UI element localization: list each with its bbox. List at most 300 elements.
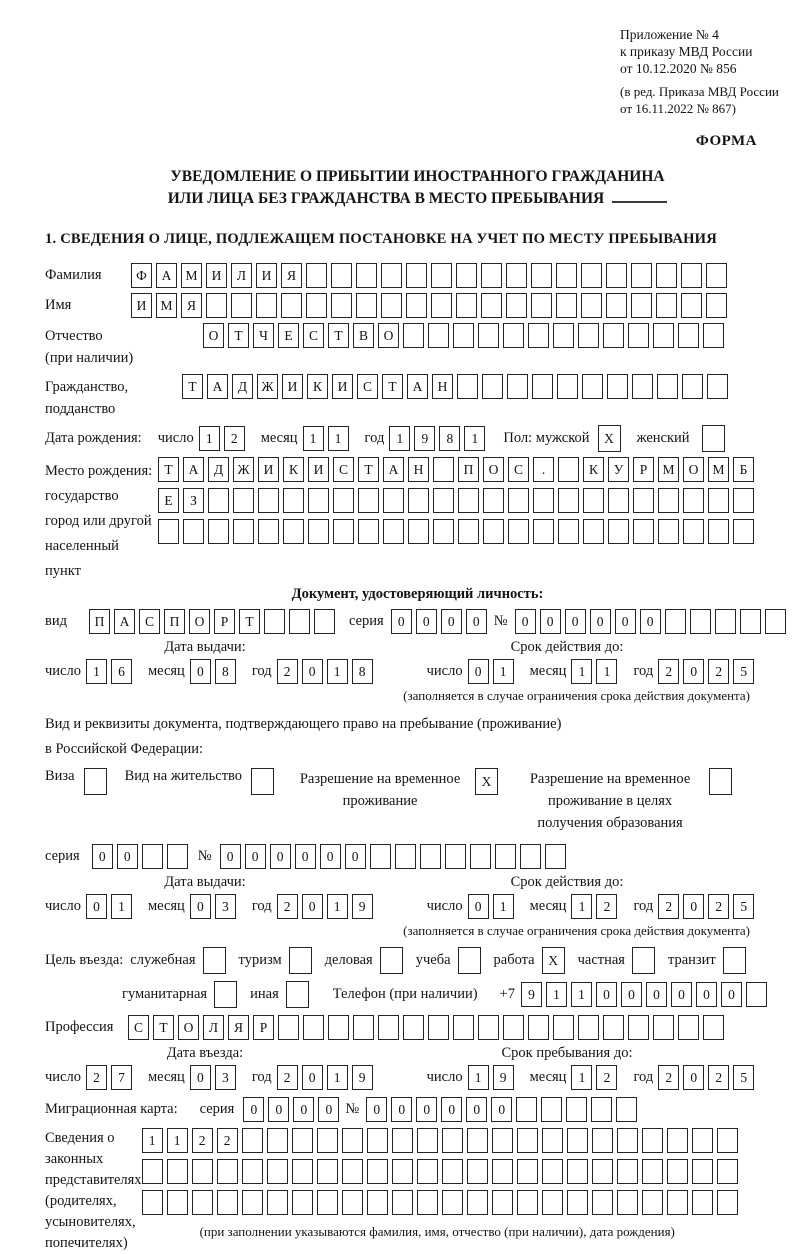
char-cell[interactable] — [403, 323, 424, 348]
char-cell[interactable] — [653, 1015, 674, 1040]
year-cell[interactable]: 2 — [658, 894, 679, 919]
year-cell[interactable]: 5 — [733, 1065, 754, 1090]
char-cell[interactable]: 0 — [391, 1097, 412, 1122]
char-cell[interactable] — [453, 1015, 474, 1040]
month-cell[interactable]: 1 — [596, 659, 617, 684]
char-cell[interactable] — [353, 1015, 374, 1040]
char-cell[interactable] — [517, 1128, 538, 1153]
char-cell[interactable] — [406, 293, 427, 318]
char-cell[interactable] — [603, 323, 624, 348]
residence-permit-checkbox[interactable] — [251, 768, 274, 795]
purpose-business-checkbox[interactable] — [380, 947, 403, 974]
char-cell[interactable]: 0 — [416, 1097, 437, 1122]
year-cell[interactable]: 2 — [708, 1065, 729, 1090]
char-cell[interactable] — [317, 1128, 338, 1153]
char-cell[interactable]: И — [258, 457, 279, 482]
char-cell[interactable]: К — [283, 457, 304, 482]
char-cell[interactable] — [433, 519, 454, 544]
char-cell[interactable] — [583, 519, 604, 544]
char-cell[interactable] — [283, 519, 304, 544]
char-cell[interactable] — [553, 323, 574, 348]
char-cell[interactable]: Д — [232, 374, 253, 399]
char-cell[interactable]: О — [189, 609, 210, 634]
char-cell[interactable]: 0 — [320, 844, 341, 869]
char-cell[interactable] — [342, 1190, 363, 1215]
char-cell[interactable] — [167, 1190, 188, 1215]
char-cell[interactable] — [317, 1190, 338, 1215]
sex-female-checkbox[interactable] — [702, 425, 725, 452]
char-cell[interactable]: А — [156, 263, 177, 288]
char-cell[interactable] — [383, 488, 404, 513]
char-cell[interactable] — [142, 1190, 163, 1215]
char-cell[interactable] — [628, 323, 649, 348]
day-cell[interactable]: 6 — [111, 659, 132, 684]
char-cell[interactable] — [233, 488, 254, 513]
char-cell[interactable] — [658, 519, 679, 544]
day-cell[interactable]: 9 — [493, 1065, 514, 1090]
char-cell[interactable] — [158, 519, 179, 544]
char-cell[interactable] — [306, 263, 327, 288]
year-cell[interactable]: 0 — [302, 894, 323, 919]
char-cell[interactable] — [292, 1190, 313, 1215]
char-cell[interactable] — [541, 1097, 562, 1122]
year-cell[interactable]: 2 — [277, 659, 298, 684]
year-cell[interactable]: 0 — [683, 1065, 704, 1090]
temporary-residence-checkbox[interactable]: X — [475, 768, 498, 795]
char-cell[interactable] — [281, 293, 302, 318]
char-cell[interactable]: 0 — [345, 844, 366, 869]
char-cell[interactable] — [631, 263, 652, 288]
char-cell[interactable]: П — [89, 609, 110, 634]
purpose-transit-checkbox[interactable] — [723, 947, 746, 974]
char-cell[interactable] — [457, 374, 478, 399]
char-cell[interactable]: 0 — [565, 609, 586, 634]
char-cell[interactable] — [578, 1015, 599, 1040]
char-cell[interactable] — [433, 457, 454, 482]
char-cell[interactable] — [558, 488, 579, 513]
char-cell[interactable]: М — [658, 457, 679, 482]
char-cell[interactable] — [556, 263, 577, 288]
char-cell[interactable] — [607, 374, 628, 399]
year-cell[interactable]: 5 — [733, 659, 754, 684]
char-cell[interactable]: О — [203, 323, 224, 348]
day-cell[interactable]: 1 — [199, 426, 220, 451]
char-cell[interactable]: 0 — [671, 982, 692, 1007]
year-cell[interactable]: 2 — [277, 894, 298, 919]
char-cell[interactable]: Ж — [257, 374, 278, 399]
char-cell[interactable] — [665, 609, 686, 634]
char-cell[interactable] — [258, 488, 279, 513]
char-cell[interactable] — [208, 488, 229, 513]
char-cell[interactable] — [632, 374, 653, 399]
char-cell[interactable] — [715, 609, 736, 634]
char-cell[interactable] — [508, 519, 529, 544]
char-cell[interactable] — [633, 519, 654, 544]
char-cell[interactable] — [192, 1190, 213, 1215]
char-cell[interactable] — [558, 457, 579, 482]
month-cell[interactable]: 1 — [328, 426, 349, 451]
char-cell[interactable]: 1 — [571, 982, 592, 1007]
char-cell[interactable]: М — [156, 293, 177, 318]
char-cell[interactable] — [690, 609, 711, 634]
char-cell[interactable] — [733, 488, 754, 513]
char-cell[interactable]: М — [708, 457, 729, 482]
char-cell[interactable] — [358, 519, 379, 544]
char-cell[interactable] — [306, 293, 327, 318]
char-cell[interactable]: С — [333, 457, 354, 482]
char-cell[interactable] — [233, 519, 254, 544]
char-cell[interactable] — [533, 488, 554, 513]
char-cell[interactable]: И — [131, 293, 152, 318]
visa-checkbox[interactable] — [84, 768, 107, 795]
char-cell[interactable]: О — [378, 323, 399, 348]
char-cell[interactable] — [456, 293, 477, 318]
char-cell[interactable]: 0 — [466, 609, 487, 634]
year-cell[interactable]: 0 — [683, 894, 704, 919]
char-cell[interactable]: Т — [358, 457, 379, 482]
char-cell[interactable] — [517, 1190, 538, 1215]
char-cell[interactable] — [242, 1128, 263, 1153]
day-cell[interactable]: 0 — [86, 894, 107, 919]
char-cell[interactable] — [582, 374, 603, 399]
char-cell[interactable]: 0 — [245, 844, 266, 869]
char-cell[interactable]: И — [332, 374, 353, 399]
char-cell[interactable] — [492, 1190, 513, 1215]
char-cell[interactable]: О — [178, 1015, 199, 1040]
char-cell[interactable] — [567, 1190, 588, 1215]
day-cell[interactable]: 1 — [493, 894, 514, 919]
char-cell[interactable]: Т — [158, 457, 179, 482]
char-cell[interactable] — [592, 1128, 613, 1153]
char-cell[interactable] — [528, 323, 549, 348]
char-cell[interactable] — [616, 1097, 637, 1122]
day-cell[interactable]: 1 — [468, 1065, 489, 1090]
char-cell[interactable]: 0 — [640, 609, 661, 634]
purpose-tourism-checkbox[interactable] — [289, 947, 312, 974]
char-cell[interactable]: 0 — [621, 982, 642, 1007]
char-cell[interactable] — [264, 609, 285, 634]
char-cell[interactable] — [392, 1190, 413, 1215]
char-cell[interactable]: 2 — [192, 1128, 213, 1153]
char-cell[interactable] — [603, 1015, 624, 1040]
char-cell[interactable] — [403, 1015, 424, 1040]
char-cell[interactable]: Т — [182, 374, 203, 399]
char-cell[interactable] — [408, 519, 429, 544]
char-cell[interactable] — [542, 1128, 563, 1153]
char-cell[interactable] — [681, 293, 702, 318]
char-cell[interactable]: А — [114, 609, 135, 634]
char-cell[interactable] — [258, 519, 279, 544]
char-cell[interactable] — [333, 488, 354, 513]
char-cell[interactable]: М — [181, 263, 202, 288]
char-cell[interactable] — [217, 1190, 238, 1215]
char-cell[interactable] — [706, 293, 727, 318]
temporary-residence-education-checkbox[interactable] — [709, 768, 732, 795]
char-cell[interactable]: Т — [153, 1015, 174, 1040]
char-cell[interactable]: 0 — [270, 844, 291, 869]
char-cell[interactable] — [608, 488, 629, 513]
char-cell[interactable]: 0 — [92, 844, 113, 869]
char-cell[interactable] — [556, 293, 577, 318]
char-cell[interactable] — [508, 488, 529, 513]
char-cell[interactable] — [482, 374, 503, 399]
char-cell[interactable] — [707, 374, 728, 399]
char-cell[interactable] — [708, 519, 729, 544]
char-cell[interactable] — [483, 519, 504, 544]
char-cell[interactable]: С — [303, 323, 324, 348]
char-cell[interactable] — [483, 488, 504, 513]
char-cell[interactable] — [392, 1128, 413, 1153]
char-cell[interactable] — [591, 1097, 612, 1122]
char-cell[interactable]: Ф — [131, 263, 152, 288]
char-cell[interactable]: Н — [432, 374, 453, 399]
char-cell[interactable] — [633, 488, 654, 513]
char-cell[interactable] — [331, 293, 352, 318]
char-cell[interactable] — [642, 1190, 663, 1215]
purpose-official-checkbox[interactable] — [203, 947, 226, 974]
month-cell[interactable]: 8 — [215, 659, 236, 684]
char-cell[interactable] — [631, 293, 652, 318]
char-cell[interactable] — [231, 293, 252, 318]
char-cell[interactable] — [520, 844, 541, 869]
char-cell[interactable]: Н — [408, 457, 429, 482]
char-cell[interactable] — [342, 1128, 363, 1153]
char-cell[interactable] — [367, 1128, 388, 1153]
char-cell[interactable] — [458, 488, 479, 513]
char-cell[interactable]: Л — [203, 1015, 224, 1040]
char-cell[interactable] — [242, 1190, 263, 1215]
char-cell[interactable] — [142, 844, 163, 869]
char-cell[interactable] — [703, 323, 724, 348]
char-cell[interactable]: Б — [733, 457, 754, 482]
char-cell[interactable]: 0 — [491, 1097, 512, 1122]
char-cell[interactable] — [453, 323, 474, 348]
char-cell[interactable] — [442, 1190, 463, 1215]
char-cell[interactable] — [528, 1015, 549, 1040]
form-number-blank[interactable] — [612, 200, 667, 203]
char-cell[interactable]: 0 — [696, 982, 717, 1007]
char-cell[interactable]: 0 — [416, 609, 437, 634]
char-cell[interactable] — [617, 1128, 638, 1153]
sex-male-checkbox[interactable]: X — [598, 425, 621, 452]
char-cell[interactable] — [431, 263, 452, 288]
year-cell[interactable]: 0 — [683, 659, 704, 684]
char-cell[interactable] — [533, 519, 554, 544]
year-cell[interactable]: 1 — [464, 426, 485, 451]
char-cell[interactable] — [308, 519, 329, 544]
char-cell[interactable]: 0 — [646, 982, 667, 1007]
char-cell[interactable]: Р — [633, 457, 654, 482]
char-cell[interactable]: И — [282, 374, 303, 399]
char-cell[interactable]: 0 — [466, 1097, 487, 1122]
year-cell[interactable]: 1 — [327, 1065, 348, 1090]
char-cell[interactable]: Т — [239, 609, 260, 634]
char-cell[interactable]: 0 — [441, 609, 462, 634]
char-cell[interactable] — [553, 1015, 574, 1040]
char-cell[interactable] — [328, 1015, 349, 1040]
month-cell[interactable]: 1 — [303, 426, 324, 451]
char-cell[interactable] — [314, 609, 335, 634]
year-cell[interactable]: 2 — [658, 1065, 679, 1090]
char-cell[interactable] — [503, 323, 524, 348]
char-cell[interactable]: И — [206, 263, 227, 288]
char-cell[interactable] — [183, 519, 204, 544]
char-cell[interactable]: 0 — [318, 1097, 339, 1122]
char-cell[interactable] — [583, 488, 604, 513]
char-cell[interactable] — [542, 1190, 563, 1215]
char-cell[interactable]: 0 — [243, 1097, 264, 1122]
year-cell[interactable]: 2 — [277, 1065, 298, 1090]
char-cell[interactable] — [420, 844, 441, 869]
char-cell[interactable] — [467, 1190, 488, 1215]
char-cell[interactable] — [417, 1128, 438, 1153]
char-cell[interactable]: А — [207, 374, 228, 399]
char-cell[interactable] — [370, 844, 391, 869]
char-cell[interactable] — [506, 263, 527, 288]
char-cell[interactable]: 0 — [721, 982, 742, 1007]
char-cell[interactable] — [267, 1128, 288, 1153]
char-cell[interactable] — [308, 488, 329, 513]
char-cell[interactable]: К — [583, 457, 604, 482]
char-cell[interactable] — [581, 293, 602, 318]
char-cell[interactable]: 0 — [117, 844, 138, 869]
char-cell[interactable]: 0 — [590, 609, 611, 634]
char-cell[interactable] — [682, 374, 703, 399]
char-cell[interactable]: А — [383, 457, 404, 482]
char-cell[interactable] — [503, 1015, 524, 1040]
char-cell[interactable]: В — [353, 323, 374, 348]
year-cell[interactable]: 9 — [414, 426, 435, 451]
day-cell[interactable]: 1 — [111, 894, 132, 919]
char-cell[interactable] — [717, 1190, 738, 1215]
char-cell[interactable] — [581, 263, 602, 288]
char-cell[interactable]: 0 — [295, 844, 316, 869]
char-cell[interactable] — [765, 609, 786, 634]
char-cell[interactable]: О — [483, 457, 504, 482]
char-cell[interactable]: Т — [328, 323, 349, 348]
char-cell[interactable] — [516, 1097, 537, 1122]
day-cell[interactable]: 2 — [86, 1065, 107, 1090]
char-cell[interactable] — [331, 263, 352, 288]
char-cell[interactable]: Т — [382, 374, 403, 399]
char-cell[interactable] — [667, 1128, 688, 1153]
char-cell[interactable] — [606, 293, 627, 318]
char-cell[interactable] — [428, 1015, 449, 1040]
char-cell[interactable] — [445, 844, 466, 869]
char-cell[interactable]: 9 — [521, 982, 542, 1007]
char-cell[interactable] — [717, 1128, 738, 1153]
char-cell[interactable] — [381, 293, 402, 318]
char-cell[interactable] — [433, 488, 454, 513]
year-cell[interactable]: 9 — [352, 894, 373, 919]
char-cell[interactable] — [481, 293, 502, 318]
char-cell[interactable] — [478, 1015, 499, 1040]
char-cell[interactable]: 2 — [217, 1128, 238, 1153]
char-cell[interactable] — [428, 323, 449, 348]
day-cell[interactable]: 1 — [86, 659, 107, 684]
char-cell[interactable]: Я — [181, 293, 202, 318]
year-cell[interactable]: 1 — [327, 659, 348, 684]
char-cell[interactable] — [557, 374, 578, 399]
char-cell[interactable]: Д — [208, 457, 229, 482]
year-cell[interactable]: 2 — [708, 659, 729, 684]
char-cell[interactable] — [692, 1128, 713, 1153]
char-cell[interactable] — [333, 519, 354, 544]
char-cell[interactable] — [658, 488, 679, 513]
char-cell[interactable] — [578, 323, 599, 348]
year-cell[interactable]: 2 — [658, 659, 679, 684]
char-cell[interactable]: Е — [158, 488, 179, 513]
char-cell[interactable] — [417, 1190, 438, 1215]
char-cell[interactable] — [358, 488, 379, 513]
month-cell[interactable]: 0 — [190, 894, 211, 919]
char-cell[interactable] — [708, 488, 729, 513]
month-cell[interactable]: 1 — [571, 1065, 592, 1090]
char-cell[interactable] — [683, 519, 704, 544]
purpose-work-checkbox[interactable]: X — [542, 947, 565, 974]
char-cell[interactable] — [289, 609, 310, 634]
char-cell[interactable]: 1 — [167, 1128, 188, 1153]
char-cell[interactable]: 0 — [540, 609, 561, 634]
purpose-humanitarian-checkbox[interactable] — [214, 981, 237, 1008]
char-cell[interactable] — [367, 1190, 388, 1215]
year-cell[interactable]: 8 — [439, 426, 460, 451]
char-cell[interactable] — [458, 519, 479, 544]
char-cell[interactable] — [381, 263, 402, 288]
char-cell[interactable] — [532, 374, 553, 399]
char-cell[interactable] — [733, 519, 754, 544]
char-cell[interactable] — [692, 1190, 713, 1215]
char-cell[interactable] — [678, 323, 699, 348]
char-cell[interactable]: С — [139, 609, 160, 634]
char-cell[interactable]: 0 — [391, 609, 412, 634]
year-cell[interactable]: 2 — [708, 894, 729, 919]
char-cell[interactable]: А — [407, 374, 428, 399]
char-cell[interactable]: Я — [228, 1015, 249, 1040]
char-cell[interactable] — [656, 263, 677, 288]
char-cell[interactable] — [567, 1128, 588, 1153]
char-cell[interactable]: 0 — [366, 1097, 387, 1122]
char-cell[interactable] — [678, 1015, 699, 1040]
day-cell[interactable]: 2 — [224, 426, 245, 451]
char-cell[interactable] — [456, 263, 477, 288]
char-cell[interactable]: 0 — [441, 1097, 462, 1122]
month-cell[interactable]: 1 — [571, 659, 592, 684]
char-cell[interactable]: Я — [281, 263, 302, 288]
char-cell[interactable] — [383, 519, 404, 544]
char-cell[interactable] — [657, 374, 678, 399]
char-cell[interactable]: И — [256, 263, 277, 288]
year-cell[interactable]: 9 — [352, 1065, 373, 1090]
char-cell[interactable]: Ч — [253, 323, 274, 348]
year-cell[interactable]: 0 — [302, 1065, 323, 1090]
char-cell[interactable]: 0 — [220, 844, 241, 869]
char-cell[interactable]: 1 — [142, 1128, 163, 1153]
char-cell[interactable] — [608, 519, 629, 544]
char-cell[interactable]: П — [164, 609, 185, 634]
char-cell[interactable]: К — [307, 374, 328, 399]
day-cell[interactable]: 0 — [468, 894, 489, 919]
char-cell[interactable] — [378, 1015, 399, 1040]
char-cell[interactable]: 0 — [596, 982, 617, 1007]
char-cell[interactable] — [303, 1015, 324, 1040]
char-cell[interactable] — [495, 844, 516, 869]
char-cell[interactable] — [467, 1128, 488, 1153]
char-cell[interactable] — [406, 263, 427, 288]
char-cell[interactable]: Е — [278, 323, 299, 348]
char-cell[interactable] — [506, 293, 527, 318]
char-cell[interactable]: 0 — [268, 1097, 289, 1122]
